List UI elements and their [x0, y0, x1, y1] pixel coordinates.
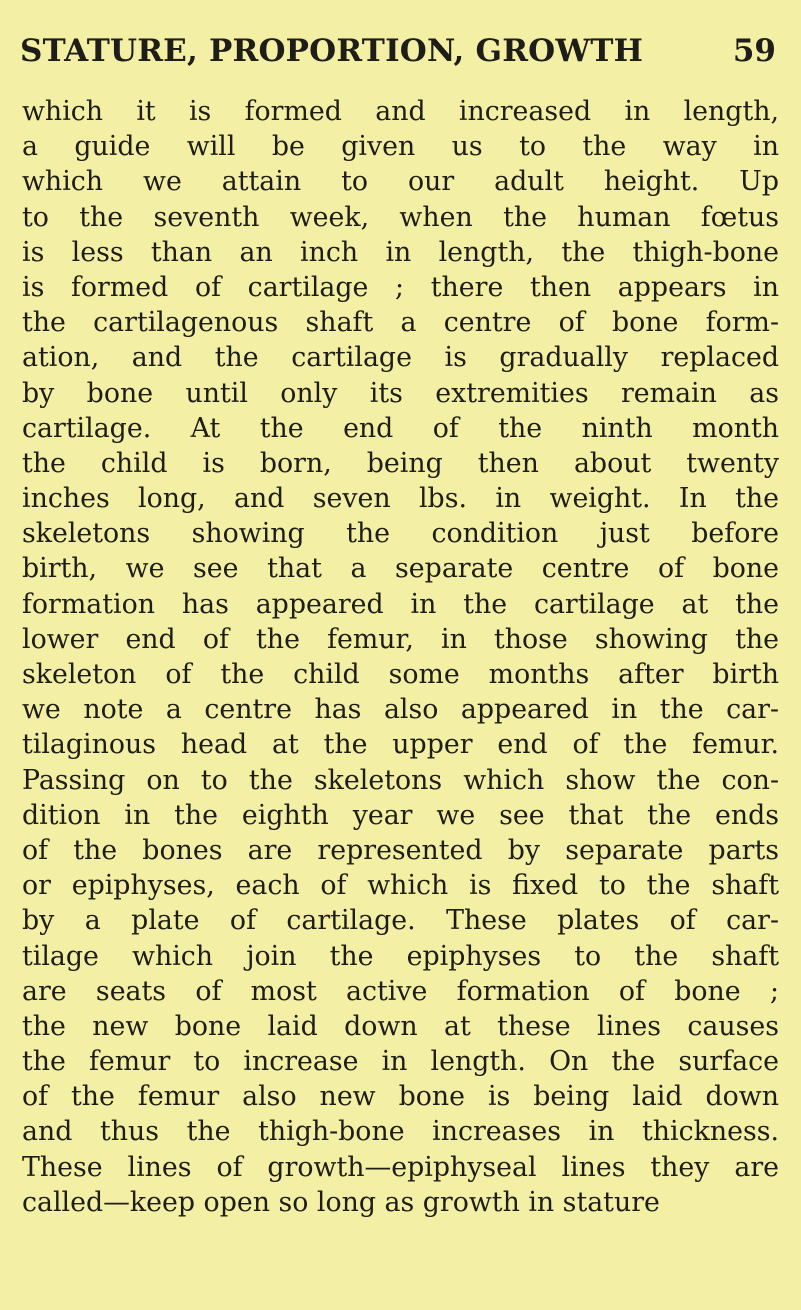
text-line: to the seventh week, when the human fœtus: [22, 201, 779, 233]
text-line: skeletons showing the condition just before: [22, 518, 779, 550]
text-line: called—keep open so long as growth in stature: [22, 1186, 660, 1218]
text-line: of the bones are represented by separate parts: [22, 834, 779, 866]
text-line: dition in the eighth year we see that the ends: [22, 799, 779, 831]
text-line: the femur to increase in length. On the surface: [22, 1046, 779, 1078]
text-line: which we attain to our adult height. Up: [22, 166, 779, 198]
text-line: by bone until only its extremities remain as: [22, 377, 779, 409]
body-paragraph: [22, 94, 779, 1220]
text-line: is less than an inch in length, the thigh-bone: [22, 236, 779, 268]
text-line: are seats of most active formation of bone ;: [22, 975, 779, 1007]
text-line: or epiphyses, each of which is fixed to the shaft: [22, 870, 779, 902]
text-line: the new bone laid down at these lines causes: [22, 1010, 779, 1042]
running-head: [20, 33, 780, 81]
running-title: STATURE, PROPORTION, GROWTH: [20, 33, 644, 69]
text-line: inches long, and seven lbs. in weight. In the: [22, 483, 779, 515]
text-line: cartilage. At the end of the ninth month: [22, 412, 779, 444]
text-line: which it is formed and increased in length,: [22, 96, 779, 127]
text-line: by a plate of cartilage. These plates of car-: [22, 905, 779, 937]
text-line: and thus the thigh-bone increases in thickness.: [22, 1116, 779, 1148]
text-line: Passing on to the skeletons which show the con-: [22, 764, 779, 796]
text-line: formation has appeared in the cartilage at the: [22, 588, 779, 620]
text-line: lower end of the femur, in those showing the: [22, 623, 779, 655]
text-line: tilaginous head at the upper end of the femur.: [22, 729, 779, 761]
page-number: 59: [732, 33, 776, 69]
text-line: These lines of growth—epiphyseal lines they are: [22, 1151, 779, 1183]
text-line: the cartilagenous shaft a centre of bone form-: [22, 307, 779, 339]
text-line: of the femur also new bone is being laid down: [22, 1081, 779, 1113]
text-line: ation, and the cartilage is gradually replaced: [22, 342, 779, 374]
text-line: is formed of cartilage ; there then appears in: [22, 271, 779, 303]
text-line: skeleton of the child some months after birth: [22, 659, 779, 690]
text-line: we note a centre has also appeared in the car-: [22, 694, 779, 726]
text-line: birth, we see that a separate centre of bone: [22, 553, 779, 585]
text-line: a guide will be given us to the way in: [22, 131, 779, 163]
text-line: the child is born, being then about twenty: [22, 447, 779, 479]
text-line: tilage which join the epiphyses to the shaft: [22, 940, 779, 972]
